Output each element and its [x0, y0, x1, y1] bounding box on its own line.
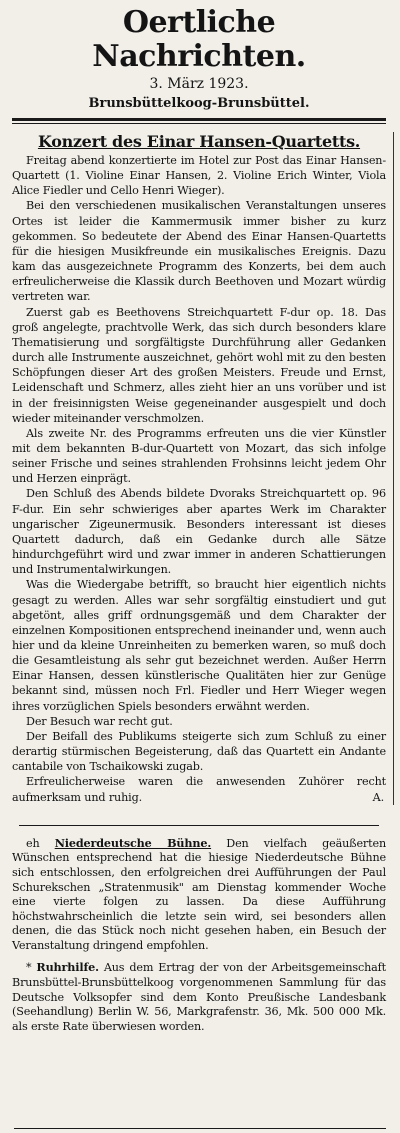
news-item-ruhrhilfe: [12, 960, 386, 1034]
article-paragraph: Zuerst gab es Beethovens Streichquartett F-dur op. 18. Das groß angelegte, prachtvolle Werk, das sich durch besonders klare Thematisierung und sorgfältigste Durchführung aller Gedanken durch alle Instrumente auszeichnet, gehört wohl mit zu den besten Schöpfungen dieser Art des großen Meisters. Freude und Ernst, Leidenschaft und Schmerz, alles zieht hier an uns vorüber und ist in der freisinnigsten Weise gegeneinander ausgespielt und doch wieder miteinander verschmolzen.: [12, 305, 386, 425]
section-title: Oertliche Nachrichten.: [92, 5, 306, 74]
article-paragraph: Was die Wiedergabe betrifft, so braucht hier eigentlich nichts gesagt zu werden. Alles war sehr sorgfältig einstudiert und gut abgetönt, alles griff ordnungsgemäß und dem Charakter der einzelnen Kompositionen entsprechend ineinander und, wenn auch hier und da kleine Unreinheiten zu bemerken waren, so muß doch die Gesamtleistung als sehr gut bezeichnet werden. Außer Herrn Einar Hansen, dessen künstlerische Qualitäten hier zur Genüge bekannt sind, müssen noch Frl. Fiedler und Herr Wieger wegen ihres vorzüglichen Spiels besonders erwähnt werden.: [12, 578, 386, 713]
author-signature: A.: [372, 790, 384, 804]
article-body: [12, 153, 386, 805]
article-paragraph: Den Schluß des Abends bildete Dvoraks Streichquartett op. 96 F-dur. Ein sehr schwieriges aber apartes Werk im Charakter ungarischer Zigeunermusik. Besonders interessant ist dieses Quartett dadurch, daß ein Gedanke durch alle Sätze hindurchgeführt wird und zwar immer in anderen Schattierungen und Instrumentalwirkungen.: [12, 487, 386, 577]
article-paragraph: [12, 774, 386, 804]
news-item-text: Den vielfach geäußerten Wünschen entsprechend hat die hiesige Niederdeutsche Bühne sich entschlossen, den erfolgreichen drei Aufführungen der Paul Schurekschen „Stratenmusik" am Dienstag kommender Woche eine vierte folgen zu lassen. Da diese Aufführung höchstwahrscheinlich die letzte sein wird, sei besonders allen denen, die das Stück noch nicht gesehen haben, ein Besuch der Veranstaltung dringend empfohlen.: [12, 836, 387, 952]
article-paragraph: Freitag abend konzertierte im Hotel zur Post das Einar Hansen-Quartett (1. Violine Einar Hansen, 2. Violine Erich Winter, Viola Alice Fiedler und Cello Henri Wieger).: [12, 154, 386, 198]
news-item-heading: Ruhrhilfe.: [36, 960, 99, 975]
article-separator: [19, 825, 379, 826]
article-paragraph: Bei den verschiedenen musikalischen Veranstaltungen unseres Ortes ist leider die Kammermusik immer bisher zu kurz gekommen. So bedeutete der Abend des Einar Hansen-Quartetts für die hiesigen Musikfreunde ein musikalisches Ereignis. Dazu kam das ausgezeichnete Programm des Konzerts, bei dem auch erfreulicherweise die Klassik durch Beethoven und Mozart würdig vertreten war.: [12, 199, 386, 304]
article-closing-text: Erfreulicherweise waren die anwesenden Zuhörer recht aufmerksam und ruhig.: [12, 775, 386, 804]
news-item-prefix: *: [26, 961, 32, 975]
bottom-rule: [14, 1128, 386, 1129]
locality-line: Brunsbüttelkoog-Brunsbüttel.: [88, 96, 310, 111]
news-item-niederdeutsche-buehne: [12, 836, 386, 954]
article-paragraph: Der Besuch war recht gut.: [26, 714, 173, 728]
masthead: [12, 6, 386, 124]
local-news-items: [12, 836, 386, 1035]
news-item-text: Aus dem Ertrag der von der Arbeitsgemeinschaft Brunsbüttel-Brunsbüttelkoog vorgenommenen Sammlung für das Deutsche Volksopfer sind dem Konto Preußische Landesbank (Seehandlung) Berlin W. 56, Markgrafenstr. 36, Mk. 500 000 Mk. als erste Rate überwiesen worden.: [12, 961, 387, 1033]
concert-article: [12, 132, 386, 805]
issue-date: 3. März 1923.: [149, 76, 249, 92]
article-paragraph: Als zweite Nr. des Programms erfreuten uns die vier Künstler mit dem bekannten B-dur-Quartett von Mozart, das sich infolge seiner Frische und seines strahlenden Frohsinns leicht jedem Ohr und Herzen einprägt.: [12, 426, 386, 486]
column-rule: [393, 132, 394, 805]
news-item-prefix: eh: [26, 836, 40, 850]
article-paragraph: Der Beifall des Publikums steigerte sich zum Schluß zu einer derartig stürmischen Begeisterung, daß das Quartett ein Andante cantabile von Tschaikowski zugab.: [12, 729, 386, 774]
article-heading: Konzert des Einar Hansen-Quartetts.: [37, 132, 361, 151]
masthead-divider: [12, 118, 386, 124]
news-item-heading: Niederdeutsche Bühne.: [54, 835, 212, 850]
